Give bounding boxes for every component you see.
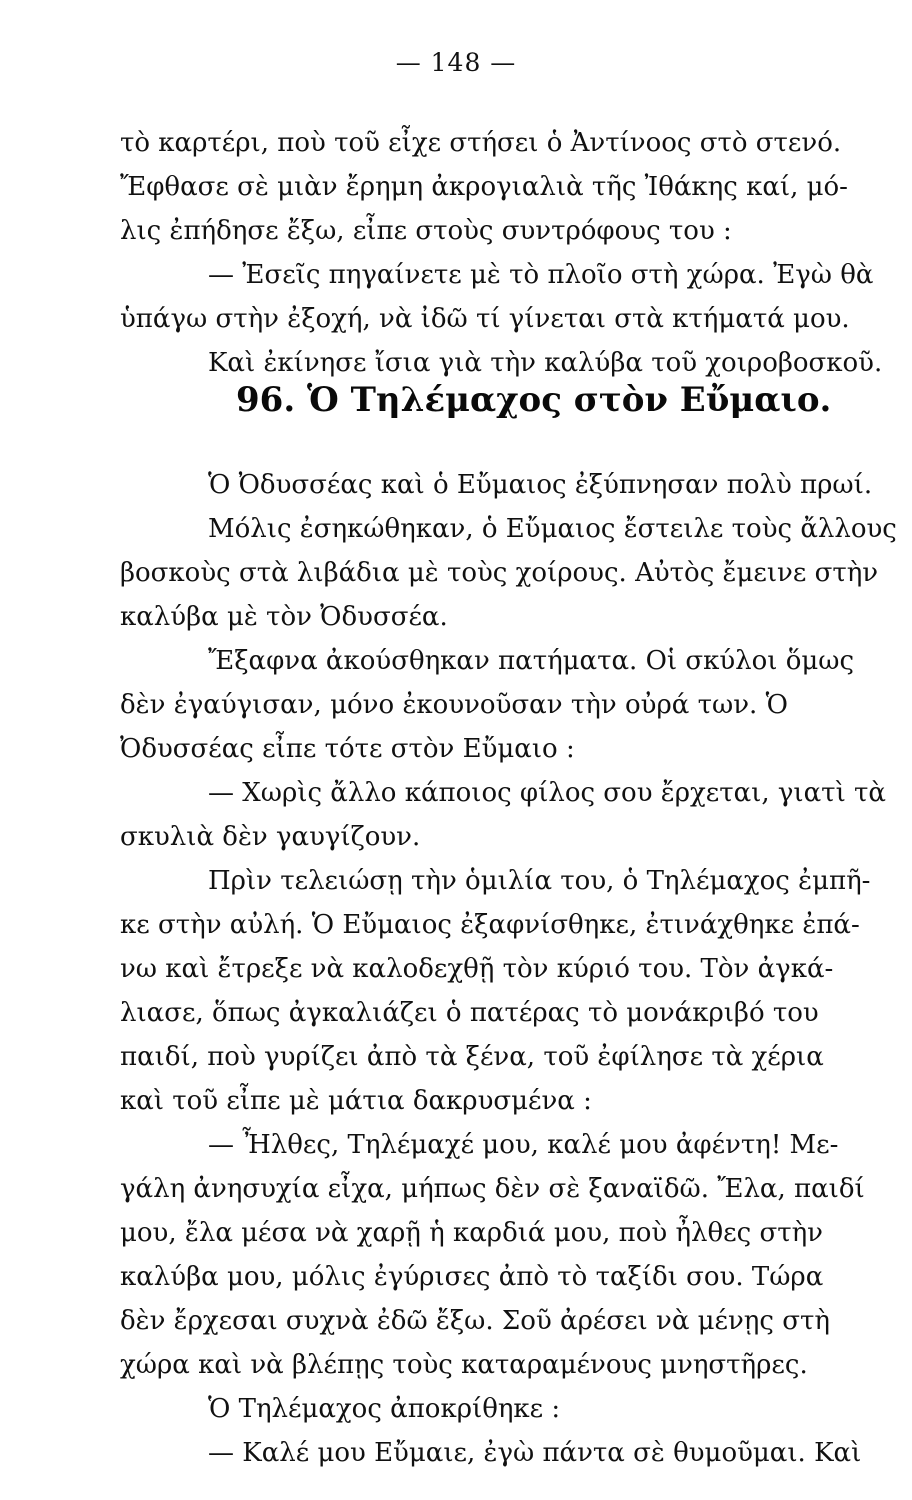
text-line: Ἔφθασε σὲ μιὰν ἔρημη ἀκρογιαλιὰ τῆς Ἰθάκης καί, μό-	[120, 172, 848, 202]
intro-paragraphs	[120, 121, 883, 385]
text-line: λις ἐπήδησε ἔξω, εἶπε στοὺς συντρόφους του :	[120, 216, 732, 246]
text-line: σκυλιὰ δὲν γαυγίζουν.	[120, 822, 421, 852]
text-line: Ἔξαφνα ἀκούσθηκαν πατήματα. Οἱ σκύλοι ὅμως	[208, 646, 855, 676]
text-line: Ὀδυσσέας εἶπε τότε στὸν Εὔμαιο :	[120, 734, 575, 764]
text-line: — Χωρὶς ἄλλο κάποιος φίλος σου ἔρχεται, γιατὶ τὰ	[208, 778, 886, 808]
text-line: τὸ καρτέρι, ποὺ τοῦ εἶχε στήσει ὁ Ἀντίνοος στὸ στενό.	[120, 128, 842, 158]
text-line: Ὁ Τηλέμαχος ἀποκρίθηκε :	[208, 1394, 561, 1424]
text-line: δὲν ἐγαύγισαν, μόνο ἐκουνοῦσαν τὴν οὐρά των. Ὁ	[120, 690, 788, 720]
text-line: — Ἦλθες, Τηλέμαχέ μου, καλέ μου ἀφέντη! Με-	[208, 1130, 839, 1160]
text-line: καὶ τοῦ εἶπε μὲ μάτια δακρυσμένα :	[120, 1086, 592, 1116]
text-line: καλύβα μου, μόλις ἐγύρισες ἀπὸ τὸ ταξίδι σου. Τώρα	[120, 1262, 824, 1292]
page-number: — 148 —	[395, 48, 517, 77]
section-heading: 96. Ὁ Τηλέμαχος στὸν Εὔμαιο.	[236, 380, 832, 420]
text-line: ὑπάγω στὴν ἐξοχή, νὰ ἰδῶ τί γίνεται στὰ κτήματά μου.	[120, 304, 850, 334]
text-line: δὲν ἔρχεσαι συχνὰ ἐδῶ ἔξω. Σοῦ ἀρέσει νὰ μένῃς στὴ	[120, 1306, 830, 1336]
text-line: — Καλέ μου Εὔμαιε, ἐγὼ πάντα σὲ θυμοῦμαι. Καὶ	[208, 1438, 862, 1468]
text-line: παιδί, ποὺ γυρίζει ἀπὸ τὰ ξένα, τοῦ ἐφίλησε τὰ χέρια	[120, 1042, 824, 1072]
text-line: λιασε, ὅπως ἀγκαλιάζει ὁ πατέρας τὸ μονάκριβό του	[120, 998, 819, 1028]
body-paragraphs	[120, 463, 897, 1475]
text-line: κε στὴν αὐλή. Ὁ Εὔμαιος ἐξαφνίσθηκε, ἐτινάχθηκε ἐπά-	[120, 910, 860, 940]
text-line: χώρα καὶ νὰ βλέπῃς τοὺς καταραμένους μνηστῆρες.	[120, 1350, 808, 1380]
text-line: Πρὶν τελειώσῃ τὴν ὁμιλία του, ὁ Τηλέμαχος ἐμπῆ-	[208, 866, 871, 896]
text-line: βοσκοὺς στὰ λιβάδια μὲ τοὺς χοίρους. Αὐτὸς ἔμεινε στὴν	[120, 558, 879, 588]
text-line: — Ἐσεῖς πηγαίνετε μὲ τὸ πλοῖο στὴ χώρα. Ἐγὼ θὰ	[208, 260, 874, 290]
text-line: μου, ἔλα μέσα νὰ χαρῇ ἡ καρδιά μου, ποὺ ἦλθες στὴν	[120, 1218, 823, 1248]
text-line: Μόλις ἐσηκώθηκαν, ὁ Εὔμαιος ἔστειλε τοὺς ἄλλους	[208, 514, 897, 544]
text-line: Ὁ Ὀδυσσέας καὶ ὁ Εὔμαιος ἐξύπνησαν πολὺ πρωί.	[208, 470, 873, 500]
text-line: νω καὶ ἔτρεξε νὰ καλοδεχθῇ τὸν κύριό του. Τὸν ἀγκά-	[120, 954, 834, 984]
text-line: γάλη ἀνησυχία εἶχα, μήπως δὲν σὲ ξαναϊδῶ. Ἔλα, παιδί	[120, 1174, 865, 1204]
text-line: Καὶ ἐκίνησε ἴσια γιὰ τὴν καλύβα τοῦ χοιροβοσκοῦ.	[208, 348, 883, 378]
text-line: καλύβα μὲ τὸν Ὀδυσσέα.	[120, 602, 448, 632]
